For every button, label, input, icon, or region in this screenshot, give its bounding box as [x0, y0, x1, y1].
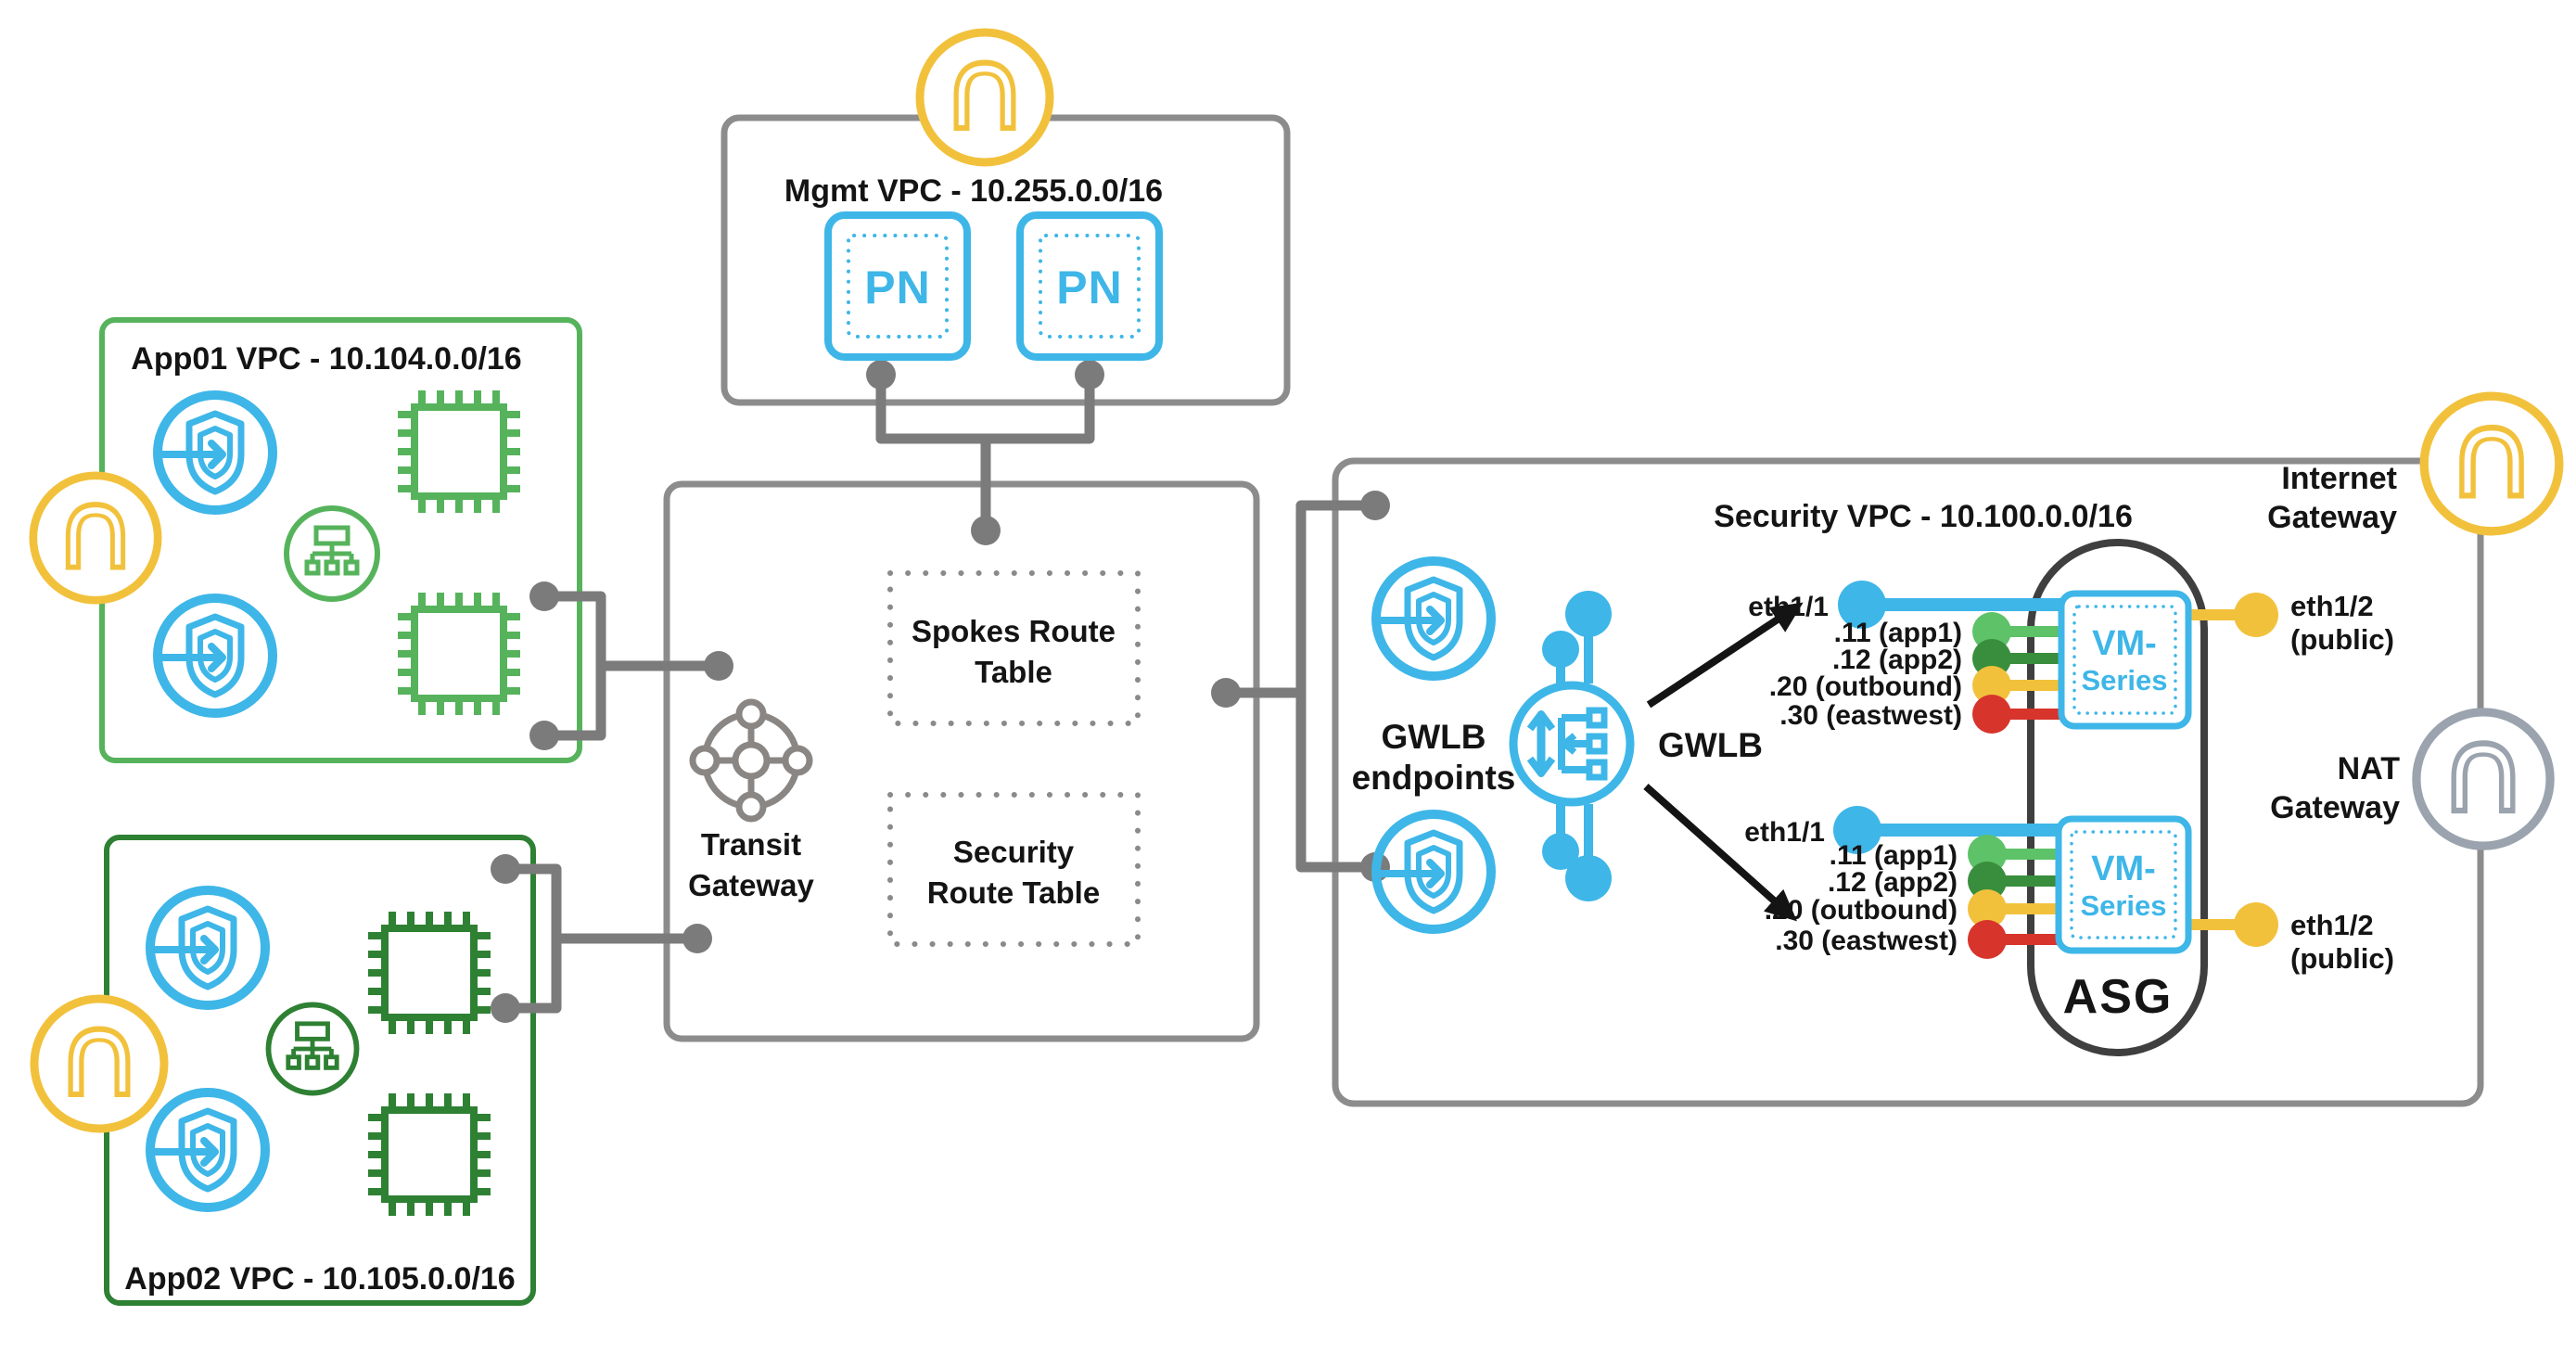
vm2-eth12-label-line1: eth1/2: [2290, 909, 2374, 941]
vm2-eth11-label: eth1/1: [1744, 817, 1825, 848]
vm2-eth12-label-line2: (public): [2290, 942, 2394, 975]
app02-internet-gateway-icon: [34, 999, 164, 1129]
mgmt-vpc-title: Mgmt VPC - 10.255.0.0/16: [784, 173, 1164, 209]
mgmt-firewall-2-label: PN: [1056, 262, 1123, 313]
app01-vpc-title: App01 VPC - 10.104.0.0/16: [131, 341, 522, 377]
vm1-eth11-label: eth1/1: [1748, 592, 1829, 622]
vm2-app2-label: .12 (app2): [1827, 867, 1958, 898]
nat-gateway-icon: [2417, 712, 2550, 846]
mgmt-internet-gateway-icon: [920, 32, 1050, 162]
asg-label: ASG: [2062, 970, 2174, 1024]
app01-internet-gateway-icon: [33, 476, 158, 600]
vm2-label-line2: Series: [2080, 889, 2167, 922]
vm1-label-line1: VM-: [2092, 624, 2157, 663]
vm1-eth12-label-line2: (public): [2290, 623, 2394, 656]
transit-gateway-label-line2: Gateway: [688, 868, 814, 902]
security-vpc-title: Security VPC - 10.100.0.0/16: [1714, 499, 2133, 534]
vm2-app1-label: .11 (app1): [1829, 840, 1958, 871]
mgmt-firewall-2: [1020, 215, 1159, 357]
vm1-outbound-label: .20 (outbound): [1768, 671, 1962, 702]
internet-gateway-label-line1: Internet: [2281, 461, 2397, 496]
mgmt-firewall-1-label: PN: [864, 262, 931, 313]
gwlb-endpoints-label-line2: endpoints: [1351, 759, 1516, 797]
vm2-eastwest-label: .30 (eastwest): [1775, 926, 1958, 956]
vm1-app2-label: .12 (app2): [1831, 645, 1962, 675]
vm1-firewall: [2061, 594, 2188, 726]
app02-vpc-title: App02 VPC - 10.105.0.0/16: [124, 1261, 516, 1297]
spokes-route-table-line2: Table: [975, 655, 1052, 689]
vm1-eastwest-label: .30 (eastwest): [1779, 700, 1962, 731]
nat-gateway-label-line2: Gateway: [2270, 790, 2400, 825]
security-route-table-line1: Security: [952, 835, 1075, 869]
vm1-eth12-label-line1: eth1/2: [2290, 590, 2374, 622]
vm1-app1-label: .11 (app1): [1833, 618, 1962, 648]
vm2-label-line1: VM-: [2091, 849, 2156, 888]
gwlb-label: GWLB: [1658, 726, 1764, 764]
vm2-outbound-label: .20 (outbound): [1764, 895, 1958, 926]
vm2-firewall: [2059, 819, 2188, 951]
mgmt-firewall-1: [828, 215, 967, 357]
spokes-route-table-line1: Spokes Route: [911, 614, 1116, 648]
security-route-table-line2: Route Table: [926, 875, 1101, 910]
gwlb-endpoints-label-line1: GWLB: [1381, 718, 1486, 756]
vm1-label-line2: Series: [2081, 664, 2168, 696]
internet-gateway-label-line2: Gateway: [2267, 500, 2397, 535]
transit-gateway-label-line1: Transit: [700, 827, 802, 862]
internet-gateway-icon: [2424, 396, 2559, 531]
nat-gateway-label-line1: NAT: [2337, 751, 2400, 786]
